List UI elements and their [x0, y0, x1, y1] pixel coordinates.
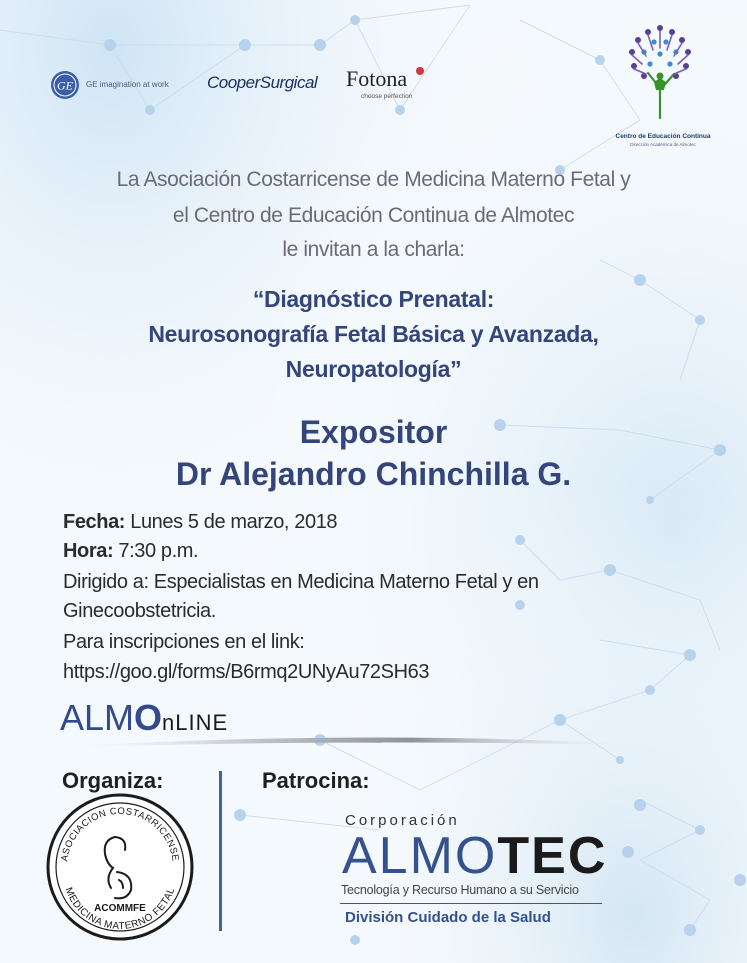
fotona-logo: Fotona — [346, 66, 408, 91]
talk-title-line-1: “Diagnóstico Prenatal: — [252, 286, 495, 312]
seal-center-text: ACOMMFE — [94, 903, 146, 914]
invitation-line-2: el Centro de Educación Continua de Almotec — [172, 204, 575, 227]
fecha-label: Fecha: — [63, 511, 126, 533]
vertical-divider — [219, 771, 222, 931]
ge-tagline: GE imagination at work — [86, 80, 169, 89]
detail-dirigido-line-1: Dirigido a: Especialistas en Medicina Materno Fetal y en — [63, 571, 539, 593]
acommfe-seal-logo — [45, 792, 195, 942]
fotona-tagline: choose perfection — [361, 93, 413, 100]
almotec-tagline: Tecnología y Recurso Humano a su Servicio — [341, 883, 579, 897]
almotec-logo — [342, 826, 607, 886]
invitation-line-1: La Asociación Costarricense de Medicina Materno Fetal y — [116, 168, 631, 191]
almotec-almo: ALM — [342, 827, 455, 885]
registration-link[interactable]: https://goo.gl/forms/B6rmq2UNyAu72SH63 — [63, 661, 430, 683]
detail-hora — [63, 540, 198, 563]
detail-fecha — [63, 511, 337, 534]
ge-mark-text: GE — [57, 78, 73, 93]
talk-title-line-3: Neuropatología” — [285, 356, 462, 382]
ge-logo-icon — [50, 70, 80, 100]
detail-dirigido-line-2: Ginecoobstetricia. — [63, 600, 216, 622]
hora-value: 7:30 p.m. — [113, 540, 199, 562]
coopersurgical-logo: CooperSurgical — [207, 73, 318, 92]
almo-online-part3: nLINE — [162, 710, 229, 735]
seal-bottom-text: MEDICINA MATERNO FETAL — [62, 885, 178, 933]
invitation-line-3: le invitan a la charla: — [282, 238, 465, 261]
cec-logo-subtitle: Dirección Académica de Almotec — [630, 142, 696, 147]
cec-logo-name: Centro de Educación Continua — [615, 133, 711, 140]
corporacion-label: Corporación — [345, 812, 460, 829]
almotec-tec: TEC — [497, 827, 608, 885]
patrocina-label: Patrocina: — [262, 768, 370, 793]
seal-top-text: ASOCIACION COSTARRICENSE — [59, 805, 181, 863]
talk-title-line-2: Neurosonografía Fetal Básica y Avanzada, — [148, 321, 599, 347]
cec-tree-logo-icon — [620, 18, 700, 128]
almo-online-o: O — [134, 697, 163, 738]
almotec-division: División Cuidado de la Salud — [345, 909, 551, 926]
hora-label: Hora: — [63, 540, 114, 562]
speaker-name: Dr Alejandro Chinchilla G. — [175, 456, 572, 492]
speaker-heading: Expositor — [299, 414, 448, 450]
organiza-label: Organiza: — [62, 768, 164, 793]
fotona-dot-icon — [416, 67, 424, 75]
almotec-o: O — [454, 827, 498, 885]
detail-inscripciones: Para inscripciones en el link: — [63, 631, 305, 653]
almotec-rule — [340, 903, 602, 904]
almo-online-part1: ALM — [60, 697, 135, 738]
swoosh-divider-icon — [0, 730, 747, 760]
fecha-value: Lunes 5 de marzo, 2018 — [125, 511, 338, 533]
